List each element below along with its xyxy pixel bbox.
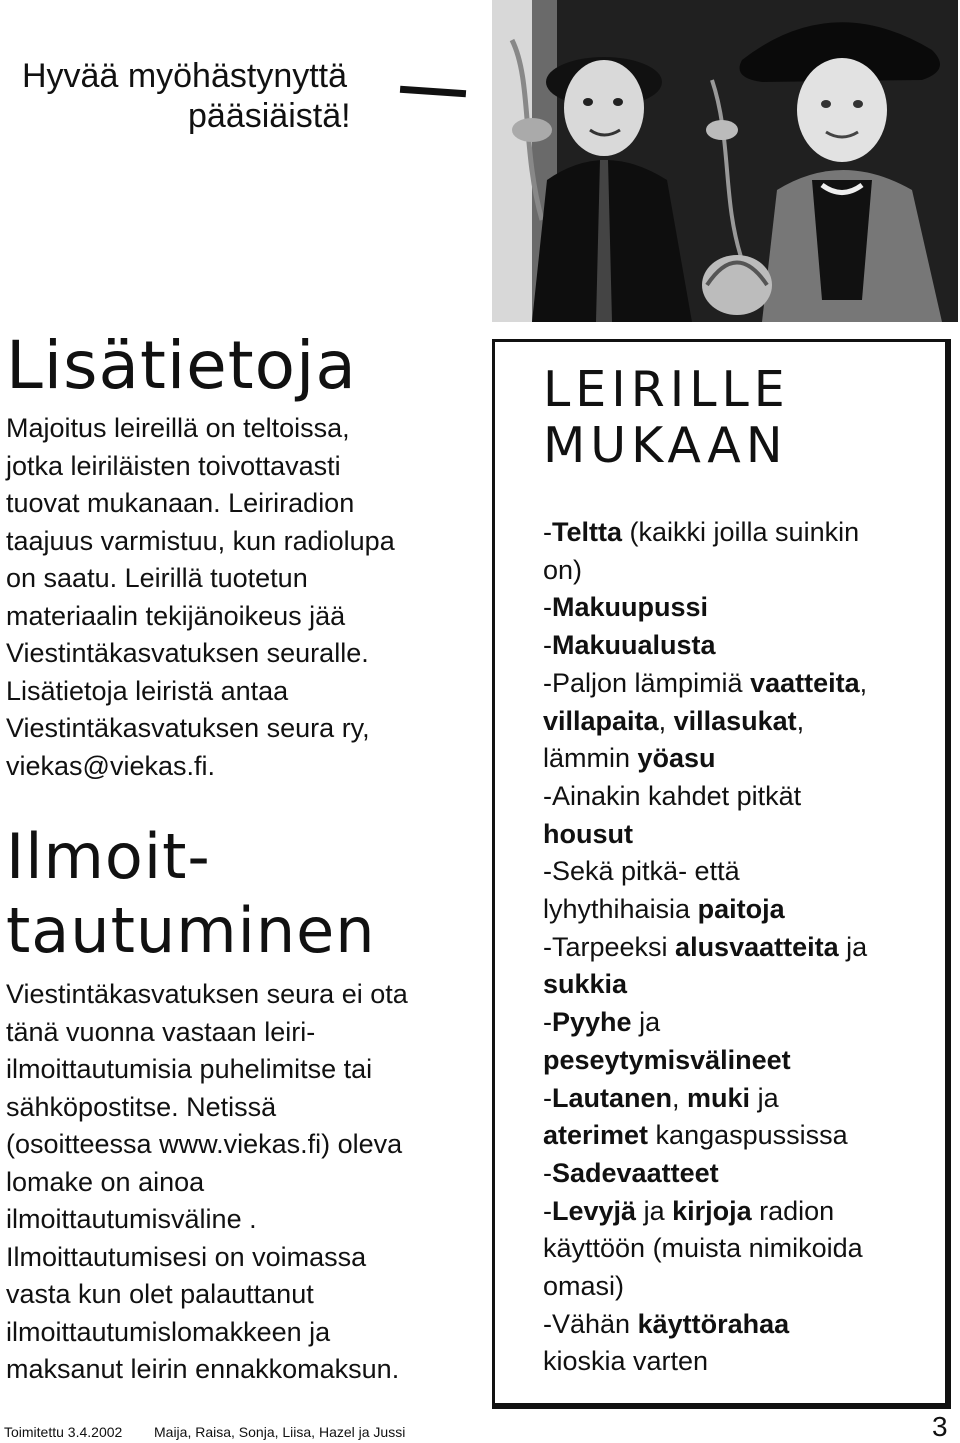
lisatietoja-line: materiaalin tekijänoikeus jää (6, 600, 346, 631)
lisatietoja-line: tuovat mukanaan. Leiriradion (6, 488, 355, 518)
photo-two-children-in-easter-costumes (492, 0, 958, 322)
packing-list-item-text: lyhythihaisia (543, 894, 698, 925)
packing-list-item-text: - (543, 630, 552, 661)
packing-list-item-bold: vaatteita (750, 667, 860, 698)
packing-list-item-bold: käyttörahaa (637, 1308, 790, 1339)
lisatietoja-line: jotka leiriläisten toivottavasti (6, 450, 341, 481)
greeting (22, 56, 372, 136)
packing-list-item (543, 1306, 943, 1344)
packing-list-item-bold: housut (543, 818, 633, 849)
packing-list-item-text: - (543, 1157, 552, 1188)
packing-list-item-bold: kirjoja (672, 1195, 752, 1226)
packing-list-item-text: - (543, 592, 552, 623)
packing-list-item-bold: Makuupussi (552, 592, 709, 623)
packing-list-item (543, 1268, 943, 1306)
packing-list-item (543, 665, 943, 703)
packing-list-item (543, 627, 943, 665)
packing-list-item (543, 891, 943, 929)
packing-list-item (543, 589, 943, 627)
packing-list-item-text: ja (750, 1082, 779, 1113)
lisatietoja-line: Viestintäkasvatuksen seuralle. (6, 638, 369, 668)
heading-ilmoittautuminen-line-1: Ilmoit- (6, 820, 211, 893)
packing-list-item (543, 966, 943, 1004)
lisatietoja-line: taajuus varmistuu, kun radiolupa (6, 525, 395, 556)
packing-list-item-text: ja (631, 1007, 661, 1038)
packing-list-item-text: on) (543, 554, 583, 585)
packing-list-item (543, 514, 943, 552)
packing-list-item (543, 703, 943, 741)
packing-list-item-text: (kaikki joilla suinkin (622, 517, 860, 547)
packing-list-item-bold: villasukat (673, 705, 797, 736)
packing-list-item-text: , (672, 1082, 688, 1113)
packing-list-item-text: -Paljon lämpimiä (543, 667, 751, 698)
packing-list-item (543, 1042, 943, 1080)
packing-list-item-bold: yöasu (637, 743, 716, 774)
packing-list-item-text: -Sekä pitkä- että (543, 856, 740, 887)
ilmoittautuminen-line: Ilmoittautumisesi on voimassa (6, 1241, 367, 1272)
ilmoittautuminen-line: maksanut leirin ennakkomaksun. (6, 1354, 400, 1384)
packing-list-item (543, 816, 943, 854)
photo-illustration (492, 0, 958, 322)
packing-list-item-text: -Vähän (543, 1308, 638, 1339)
packing-list-item (543, 853, 943, 891)
paragraph-lisatietoja (6, 410, 476, 785)
ilmoittautuminen-line: (osoitteessa www.viekas.fi) oleva (6, 1129, 403, 1159)
lisatietoja-line: Lisätietoja leiristä antaa (6, 675, 289, 706)
packing-list-item-bold: Sadevaatteet (552, 1157, 719, 1188)
ilmoittautuminen-line: ilmoittautumisväline . (6, 1204, 257, 1234)
packing-list-item (543, 1193, 943, 1231)
packing-list-title-line-2: MUKAAN (543, 417, 788, 474)
packing-list-item-bold: muki (687, 1082, 751, 1113)
packing-list-item (543, 1343, 943, 1381)
packing-list-item (543, 1080, 943, 1118)
packing-list-item (543, 552, 943, 590)
packing-list-item-text: , (796, 705, 805, 736)
packing-list-item-bold: Teltta (552, 517, 623, 547)
page-number: 3 (932, 1411, 948, 1442)
packing-list-item-text: , (859, 667, 868, 698)
ilmoittautuminen-line: Viestintäkasvatuksen seura ei ota (6, 979, 408, 1009)
packing-list-item (543, 1004, 943, 1042)
packing-list-item-bold: villapaita (543, 705, 659, 736)
packing-list-item-text: - (543, 1195, 552, 1226)
packing-list-item (543, 778, 943, 816)
packing-list-item-text: radion (751, 1195, 835, 1226)
packing-list-item-text: ja (838, 931, 868, 962)
packing-list-item-bold: Lautanen (552, 1082, 673, 1113)
packing-list-title (543, 362, 790, 474)
lisatietoja-line: Majoitus leireillä on teltoissa, (6, 413, 350, 443)
greeting-line-1: Hyvää myöhästynyttä (22, 57, 348, 95)
footer-edited-date: Toimitettu 3.4.2002 (4, 1424, 123, 1440)
packing-list-title-line-1: LEIRILLE (543, 361, 790, 418)
packing-list-item-bold: alusvaatteita (675, 931, 839, 962)
packing-list-item-bold: aterimet (543, 1120, 649, 1151)
packing-list-item-bold: Levyjä (552, 1195, 637, 1226)
packing-list-item-bold: peseytymisvälineet (543, 1044, 791, 1075)
ilmoittautuminen-line: ilmoittautumisia puhelimitse tai (6, 1054, 373, 1084)
packing-list-item (543, 1155, 943, 1193)
packing-list-item-text: - (543, 1082, 552, 1113)
packing-list-item-text: - (543, 517, 552, 547)
decorative-dash (400, 86, 466, 98)
packing-list-item-text: kioskia varten (543, 1346, 709, 1377)
packing-list-item-text: -Tarpeeksi (543, 931, 676, 962)
packing-list-item-bold: paitoja (697, 894, 785, 925)
packing-list-item-text: -Ainakin kahdet pitkät (543, 780, 802, 811)
paragraph-ilmoittautuminen (6, 976, 486, 1389)
heading-ilmoittautuminen (6, 820, 486, 968)
packing-list-item-bold: Makuualusta (552, 630, 716, 661)
packing-list-item-text: lämmin (543, 743, 638, 774)
lisatietoja-line: on saatu. Leirillä tuotetun (6, 563, 308, 593)
ilmoittautuminen-line: ilmoittautumislomakkeen ja (6, 1316, 331, 1347)
ilmoittautuminen-line: tänä vuonna vastaan leiri- (6, 1016, 316, 1047)
ilmoittautuminen-line: lomake on ainoa (6, 1166, 205, 1197)
greeting-line-2: pääsiäistä! (188, 97, 351, 135)
packing-list-item-bold: Pyyhe (552, 1007, 632, 1038)
lisatietoja-line: Viestintäkasvatuksen seura ry, (6, 713, 370, 743)
packing-list-item (543, 1230, 943, 1268)
packing-list-item-text: kangaspussissa (648, 1120, 848, 1151)
packing-list-item (543, 740, 943, 778)
heading-ilmoittautuminen-line-2: tautuminen (6, 894, 376, 967)
heading-lisatietoja: Lisätietoja (6, 327, 357, 404)
packing-list-item (543, 929, 943, 967)
ilmoittautuminen-line: vasta kun olet palauttanut (6, 1279, 314, 1309)
packing-list-item-text: ja (636, 1195, 673, 1226)
packing-list-item (543, 1117, 943, 1155)
packing-list-item-text: käyttöön (muista nimikoida (543, 1233, 863, 1264)
footer-authors: Maija, Raisa, Sonja, Liisa, Hazel ja Jussi (154, 1424, 406, 1440)
packing-list-item-bold: sukkia (543, 969, 628, 1000)
packing-list (543, 514, 943, 1381)
packing-list-item-text: - (543, 1007, 552, 1038)
packing-list-item-text: , (658, 705, 674, 736)
ilmoittautuminen-line: sähköpostitse. Netissä (6, 1091, 277, 1122)
packing-list-item-text: omasi) (543, 1271, 625, 1302)
lisatietoja-line: viekas@viekas.fi. (6, 750, 215, 781)
